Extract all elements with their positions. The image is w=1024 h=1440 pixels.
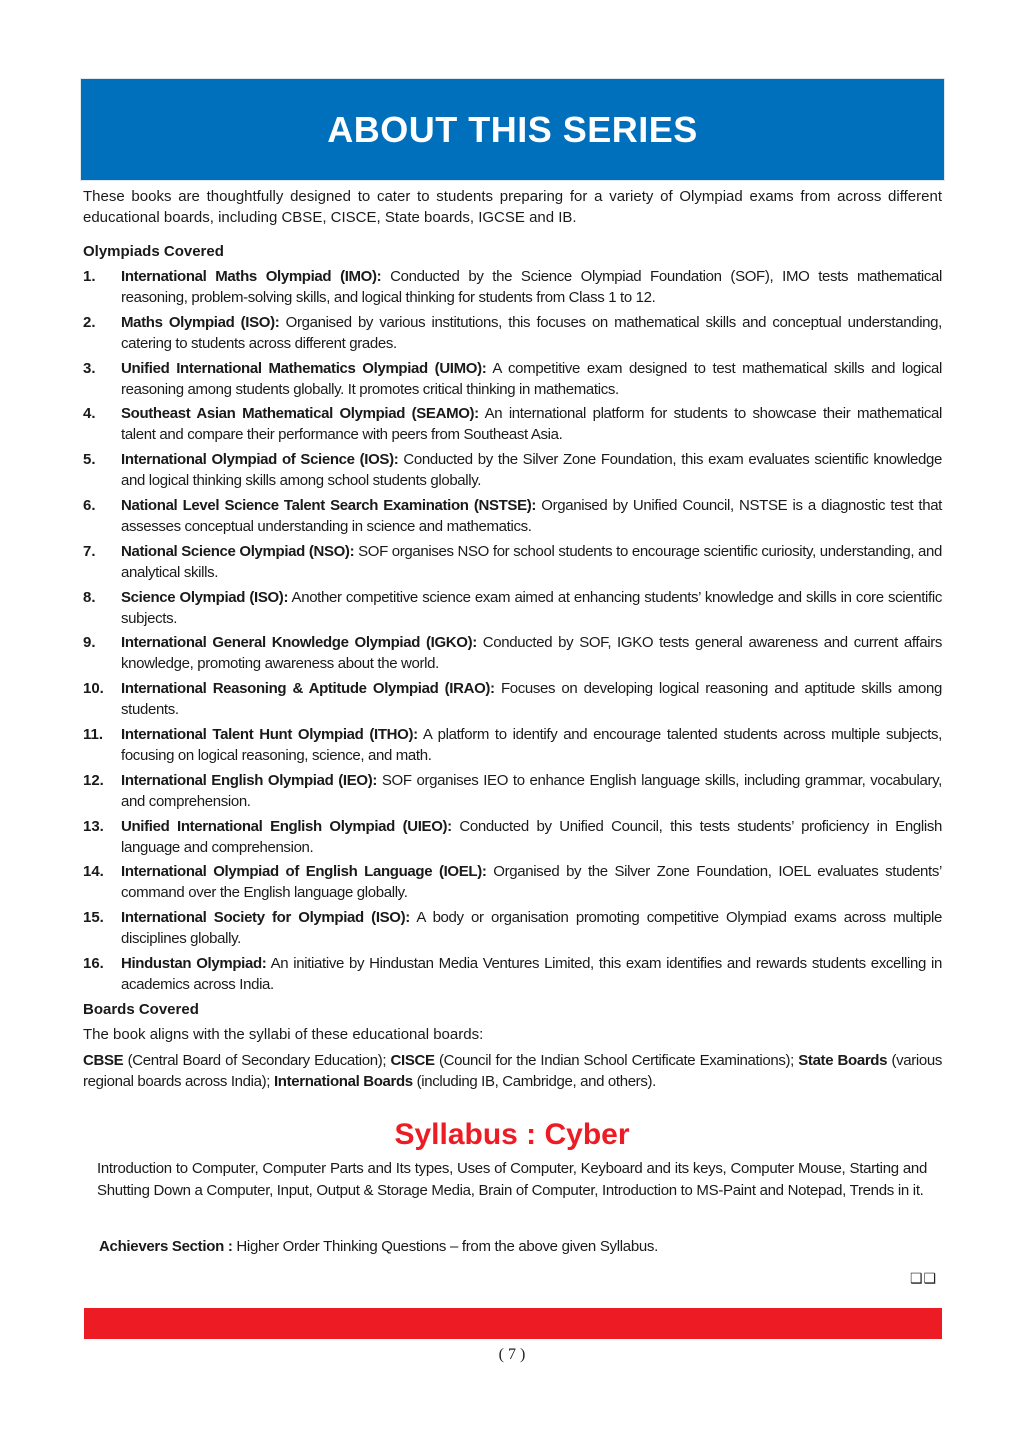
- achievers-text: Higher Order Thinking Questions – from the above given Syllabus.: [232, 1238, 658, 1255]
- list-item: [83, 632, 942, 674]
- item-text: [121, 266, 942, 308]
- item-text: [121, 312, 942, 354]
- list-item: [83, 861, 942, 903]
- item-number: 3.: [83, 359, 96, 377]
- list-item: [83, 724, 942, 766]
- item-description: Conducted by the Silver Zone Foundation, this exam evaluates scientific knowledge and logical thinking skills among school students globally.: [121, 451, 942, 490]
- item-number: 2.: [83, 313, 96, 331]
- item-name: Unified International English Olympiad (UIEO):: [121, 817, 452, 835]
- intro-paragraph: These books are thoughtfully designed to cater to students preparing for a variety of Olympiad exams from across different educational boards, including CBSE, CISCE, State boards, IGCSE and IB.: [83, 188, 942, 226]
- board-description: (including IB, Cambridge, and others).: [412, 1072, 656, 1090]
- item-description: SOF organises NSO for school students to encourage scientific curiosity, understanding, and analytical skills.: [121, 542, 942, 581]
- item-number: 14.: [83, 863, 104, 881]
- item-number: 15.: [83, 909, 104, 927]
- item-name: Maths Olympiad (ISO):: [121, 313, 280, 331]
- item-name: Science Olympiad (ISO):: [121, 588, 289, 606]
- item-number: 16.: [83, 954, 104, 972]
- item-name: International Reasoning & Aptitude Olympiad (IRAO):: [121, 680, 495, 698]
- item-text: [121, 632, 942, 674]
- item-text: [121, 495, 942, 537]
- item-name: Hindustan Olympiad:: [121, 954, 267, 972]
- item-text: [121, 953, 942, 995]
- list-item: [83, 312, 942, 354]
- list-item: [83, 816, 942, 858]
- item-text: [121, 678, 942, 720]
- boards-heading: Boards Covered: [83, 1000, 199, 1018]
- item-name: National Science Olympiad (NSO):: [121, 542, 355, 560]
- item-description: Conducted by Unified Council, this tests students’ proficiency in English language and comprehension.: [121, 817, 942, 856]
- item-number: 9.: [83, 634, 96, 652]
- list-item: [83, 449, 942, 491]
- item-number: 11.: [83, 725, 104, 743]
- item-description: A platform to identify and encourage talented students across multiple subjects, focusing on logical reasoning, science, and math.: [121, 725, 942, 764]
- item-number: 12.: [83, 771, 104, 789]
- olympiads-heading: Olympiads Covered: [83, 243, 224, 260]
- item-text: [121, 587, 942, 629]
- board-description: (Council for the Indian School Certificate Examinations);: [434, 1051, 799, 1069]
- item-name: Southeast Asian Mathematical Olympiad (SEAMO):: [121, 405, 479, 423]
- item-number: 8.: [83, 588, 96, 606]
- achievers-label: Achievers Section :: [99, 1238, 233, 1255]
- header-banner: [81, 79, 944, 180]
- item-text: [121, 907, 942, 949]
- item-text: [121, 403, 942, 445]
- board-name: International Boards: [273, 1072, 413, 1090]
- syllabus-title: Syllabus : Cyber: [394, 1118, 630, 1151]
- footer-band: [84, 1308, 942, 1339]
- list-item: [83, 541, 942, 583]
- item-text: [121, 724, 942, 766]
- board-description: (Central Board of Secondary Education);: [123, 1051, 391, 1069]
- board-name: CISCE: [390, 1051, 435, 1069]
- item-text: [121, 449, 942, 491]
- list-item: [83, 403, 942, 445]
- item-number: 7.: [83, 542, 96, 560]
- board-name: CBSE: [83, 1051, 124, 1069]
- item-description: Conducted by the Science Olympiad Foundation (SOF), IMO tests mathematical reasoning, problem-solving skills, and logical thinking for students from Class 1 to 12.: [121, 268, 942, 306]
- boards-intro: The book aligns with the syllabi of these educational boards:: [83, 1025, 484, 1043]
- item-name: International Olympiad of Science (IOS):: [121, 451, 399, 469]
- item-description: Conducted by SOF, IGKO tests general awareness and current affairs knowledge, promoting awareness about the world.: [121, 634, 942, 673]
- item-description: Focuses on developing logical reasoning and aptitude skills among students.: [121, 680, 942, 719]
- item-text: [121, 861, 942, 903]
- page-number: ( 7 ): [498, 1346, 526, 1363]
- page-title: ABOUT THIS SERIES: [327, 108, 698, 150]
- item-number: 5.: [83, 451, 96, 469]
- item-description: An initiative by Hindustan Media Ventures Limited, this exam identifies and rewards students excelling in academics across India.: [121, 954, 942, 993]
- item-name: International English Olympiad (IEO):: [121, 771, 378, 789]
- olympiad-list: [83, 266, 942, 995]
- syllabus-body: Introduction to Computer, Computer Parts and Its types, Uses of Computer, Keyboard and its keys, Computer Mouse, Starting and Shutting Down a Computer, Input, Output & Storage Media, Brain of Computer, Introduction to MS-Paint and Notepad, Trends in it.: [97, 1160, 927, 1199]
- item-name: National Level Science Talent Search Examination (NSTSE):: [121, 496, 537, 514]
- item-name: International General Knowledge Olympiad (IGKO):: [121, 634, 477, 652]
- item-description: Organised by Unified Council, NSTSE is a diagnostic test that assesses conceptual understanding in science and mathematics.: [121, 496, 943, 535]
- item-text: [121, 816, 942, 858]
- item-number: 6.: [83, 496, 96, 514]
- list-item: [83, 495, 942, 537]
- end-of-section-icon: ❑❑: [910, 1270, 938, 1286]
- list-item: [83, 358, 942, 400]
- item-text: [121, 770, 942, 812]
- boards-list: [83, 1050, 942, 1092]
- item-name: Unified International Mathematics Olympiad (UIMO):: [121, 359, 487, 377]
- list-item: [83, 953, 942, 995]
- list-item: [83, 770, 942, 812]
- item-name: International Talent Hunt Olympiad (ITHO):: [121, 725, 418, 743]
- board-name: State Boards: [798, 1051, 888, 1069]
- item-name: International Maths Olympiad (IMO):: [121, 268, 382, 285]
- item-text: [121, 358, 942, 400]
- list-item: [83, 266, 942, 308]
- list-item: [83, 907, 942, 949]
- item-description: Organised by the Silver Zone Foundation, IOEL evaluates students’ command over the English language globally.: [121, 863, 942, 902]
- achievers-section: [99, 1236, 658, 1257]
- list-item: [83, 678, 942, 720]
- main-content: [83, 186, 942, 1092]
- item-number: 10.: [83, 680, 104, 698]
- item-description: A competitive exam designed to test mathematical skills and logical reasoning among students globally. It promotes critical thinking in mathematics.: [121, 359, 943, 398]
- item-description: A body or organisation promoting competitive Olympiad exams across multiple disciplines globally.: [121, 909, 942, 948]
- item-number: 4.: [83, 405, 96, 423]
- item-name: International Olympiad of English Language (IOEL):: [121, 863, 487, 881]
- item-description: SOF organises IEO to enhance English language skills, including grammar, vocabulary, and comprehension.: [121, 771, 942, 810]
- item-description: An international platform for students to showcase their mathematical talent and compare their performance with peers from Southeast Asia.: [121, 405, 942, 444]
- item-name: International Society for Olympiad (ISO):: [121, 909, 410, 927]
- item-description: Another competitive science exam aimed at enhancing students’ knowledge and skills in core scientific subjects.: [121, 588, 942, 627]
- item-number: 1.: [83, 268, 96, 285]
- item-description: Organised by various institutions, this focuses on mathematical skills and conceptual understanding, catering to students across different grades.: [121, 313, 942, 352]
- item-number: 13.: [83, 817, 104, 835]
- board-description: (various regional boards across India);: [83, 1051, 942, 1090]
- list-item: [83, 587, 942, 629]
- item-text: [121, 541, 942, 583]
